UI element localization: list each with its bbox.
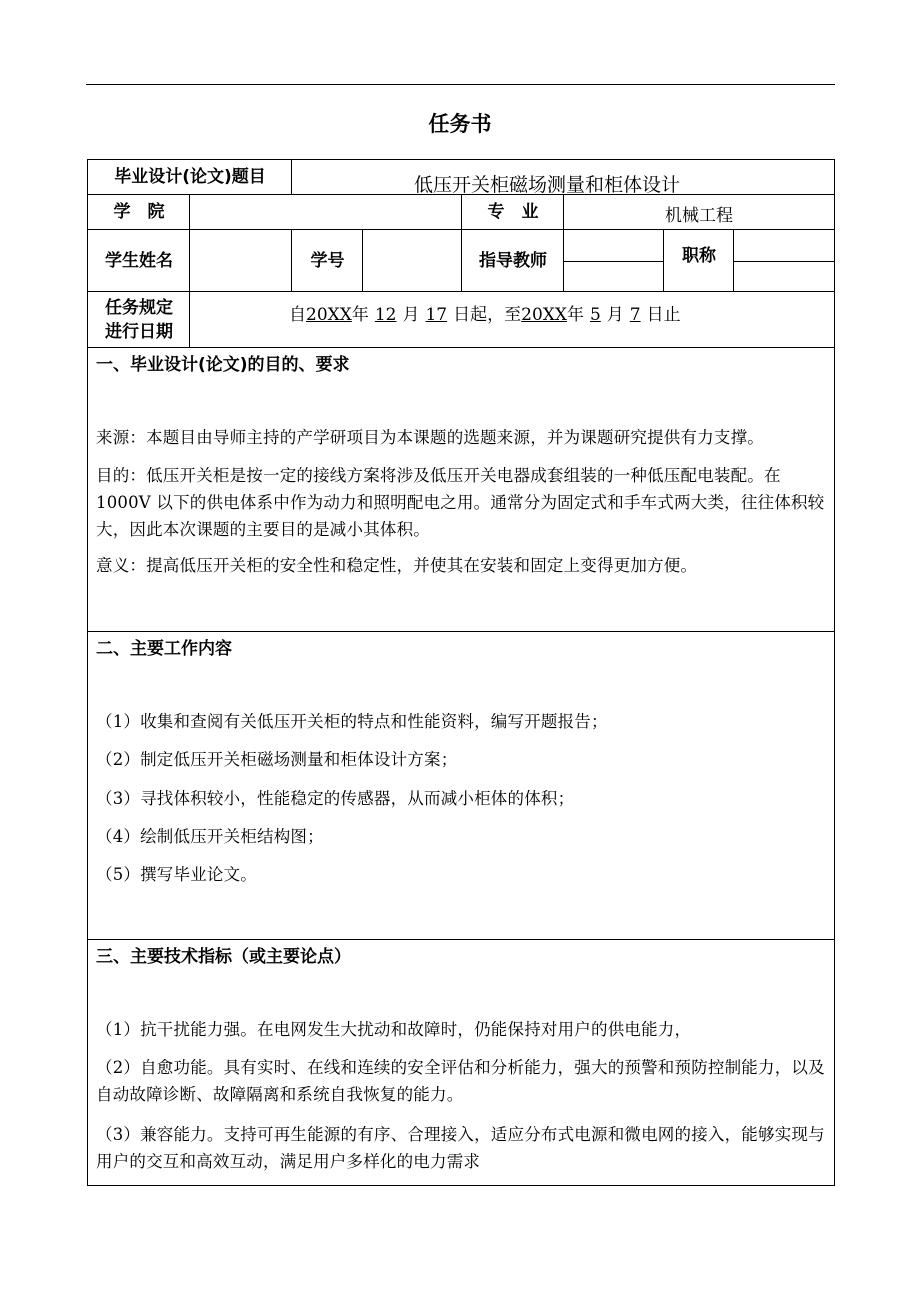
major-label: 专 业	[487, 202, 539, 222]
period-suffix: 日止	[646, 305, 681, 325]
section1-significance: 意义：提高低压开关柜的安全性和稳定性，并使其在安装和固定上变得更加方便。	[96, 556, 698, 575]
period-mid: 日起，至	[453, 305, 522, 325]
id-label-cell	[291, 229, 363, 291]
id-value-cell	[362, 229, 462, 291]
college-label-cell	[87, 194, 190, 229]
advisor-value-divider	[564, 261, 664, 262]
college-value-cell	[189, 194, 462, 229]
period-prefix: 自	[289, 305, 306, 325]
period-label-line2: 进行日期	[105, 321, 173, 342]
section3-item-3: （3）兼容能力。支持可再生能源的有序、合理接入，适应分布式电源和微电网的接入，能够实现与用户的交互和高效互动，满足用户多样化的电力需求	[96, 1125, 825, 1171]
period-end-year-suffix: 年	[566, 305, 584, 325]
section2-item-3: （3）寻找体积较小，性能稳定的传感器，从而减小柜体的体积；	[96, 789, 575, 808]
period-text	[289, 303, 681, 327]
period-label-cell	[87, 291, 190, 347]
topic-label: 毕业设计(论文)题目	[114, 167, 266, 187]
advisor-label: 指导教师	[479, 250, 547, 271]
section1-source: 来源：本题目由导师主持的产学研项目为本课题的选题来源，并为课题研究提供有力支撑。	[96, 428, 764, 447]
period-label-line1: 任务规定	[105, 297, 173, 318]
title-label: 职称	[682, 246, 716, 266]
end-month: 5	[589, 305, 601, 325]
topic-label-cell	[87, 159, 292, 194]
top-rule	[86, 84, 835, 85]
college-label: 学 院	[113, 202, 165, 222]
major-value: 机械工程	[665, 206, 733, 226]
start-month: 12	[374, 305, 397, 325]
student-value-cell	[189, 229, 292, 291]
start-day: 17	[425, 305, 448, 325]
section2-item-2: （2）制定低压开关柜磁场测量和柜体设计方案；	[96, 750, 458, 769]
page-title: 任务书	[428, 112, 492, 136]
section1-heading: 一、毕业设计(论文)的目的、要求	[96, 355, 350, 375]
major-value-cell	[563, 194, 835, 229]
title-value-cell	[733, 229, 835, 291]
section2-item-1: （1）收集和查阅有关低压开关柜的特点和性能资料，编写开题报告；	[96, 712, 608, 731]
section3-item-1: （1）抗干扰能力强。在电网发生大扰动和故障时，仍能保持对用户的供电能力，	[96, 1020, 692, 1039]
major-label-cell	[461, 194, 564, 229]
end-day: 7	[629, 305, 641, 325]
section2-item-4: （4）绘制低压开关柜结构图；	[96, 827, 324, 846]
start-year: 20XX	[306, 305, 352, 325]
topic-value: 低压开关柜磁场测量和柜体设计	[414, 174, 681, 196]
section2-heading: 二、主要工作内容	[96, 639, 232, 659]
end-year: 20XX	[521, 305, 567, 325]
advisor-label-cell	[461, 229, 564, 291]
period-year-suffix: 年	[351, 305, 369, 325]
section3-heading: 三、主要技术指标（或主要论点）	[96, 947, 351, 967]
id-label: 学号	[310, 250, 345, 271]
student-label-cell	[87, 229, 190, 291]
advisor-value-cell	[563, 229, 664, 291]
section3-item-2: （2）自愈功能。具有实时、在线和连续的安全评估和分析能力，强大的预警和预防控制能力，以及自动故障诊断、故障隔离和系统自我恢复的能力。	[96, 1058, 825, 1104]
title-value-divider	[734, 261, 835, 262]
period-end-month-suffix: 月	[606, 305, 624, 325]
section2-item-5: （5）撰写毕业论文。	[96, 865, 257, 884]
topic-value-cell	[291, 159, 835, 194]
section1-purpose: 目的：低压开关柜是按一定的接线方案将涉及低压开关电器成套组装的一种低压配电装配。在 1000V 以下的供电体系中作为动力和照明配电之用。通常分为固定式和手车式两大类，往往体积较大，因此本次课题的主要目的是减小其体积。	[96, 466, 825, 539]
period-value-cell	[189, 291, 835, 347]
period-month-suffix: 月	[402, 305, 420, 325]
student-label: 学生姓名	[105, 250, 173, 271]
title-label-cell	[663, 229, 734, 291]
